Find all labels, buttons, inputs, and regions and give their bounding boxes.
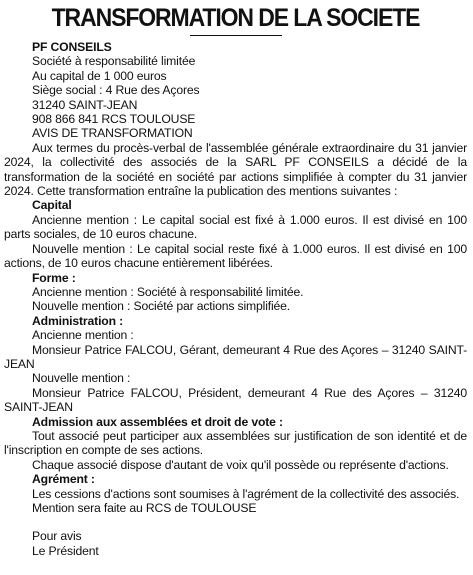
rcs-number: 908 866 841 RCS TOULOUSE <box>32 112 196 127</box>
closing-signature: Le Président <box>32 543 99 558</box>
administration-old-label: Ancienne mention : <box>32 328 134 343</box>
administration-new-mention: Monsieur Patrice FALCOU, Président, demeurant 4 Rue des Açores – 31240 SAINT-JEAN <box>4 385 467 415</box>
admission-paragraph-1: Tout associé peut participer aux assemblées sur justification de son identité et de l'inscription en compte de ses actions. <box>4 428 467 458</box>
notice-subtitle: AVIS DE TRANSFORMATION <box>32 126 193 141</box>
forme-old-mention: Ancienne mention : Société à responsabilité limitée. <box>32 284 304 299</box>
legal-form: Société à responsabilité limitée <box>32 54 196 69</box>
administration-old-mention: Monsieur Patrice FALCOU, Gérant, demeurant 4 Rue des Açores – 31240 SAINT-JEAN <box>4 342 467 371</box>
legal-notice <box>0 4 473 575</box>
agrement-heading: Agrément : <box>32 472 95 487</box>
company-name: PF CONSEILS <box>32 40 112 54</box>
notice-body <box>4 40 467 558</box>
closing-line-1: Pour avis <box>32 529 82 544</box>
share-capital: Au capital de 1 000 euros <box>32 68 167 83</box>
agrement-paragraph-1: Les cessions d'actions sont soumises à l'agrément de la collectivité des associés. <box>32 486 460 501</box>
forme-heading: Forme : <box>32 270 76 285</box>
forme-new-mention: Nouvelle mention : Société par actions simplifiée. <box>32 299 291 314</box>
admission-heading: Admission aux assemblées et droit de vote : <box>32 414 283 429</box>
admission-paragraph-2: Chaque associé dispose d'autant de voix qu'il possède ou représente d'actions. <box>32 457 449 472</box>
capital-old-mention: Ancienne mention : Le capital social est fixé à 1.000 euros. Il est divisé en 100 parts sociales, de 10 euros chacune. <box>4 212 467 242</box>
notice-heading: TRANSFORMATION DE LA SOCIETE <box>51 4 420 32</box>
agrement-paragraph-2: Mention sera faite au RCS de TOULOUSE <box>32 501 257 515</box>
administration-new-label: Nouvelle mention : <box>32 371 131 386</box>
intro-paragraph: Aux termes du procès-verbal de l'assemblée générale extraordinaire du 31 janvier 2024, la collectivité des associés de la SARL PF CONSEILS a décidé de la transformation de la société en société par actions simplifiée à compter du 31 janvier 2024. Cette transformation entraîne la publication des mentions suivantes : <box>4 140 467 199</box>
spacer <box>4 515 467 529</box>
capital-heading: Capital <box>32 198 72 213</box>
capital-new-mention: Nouvelle mention : Le capital social reste fixé à 1.000 euros. Il est divisé en 100 actions, de 10 euros chacune entièrement libérées. <box>4 241 467 271</box>
heading-underline <box>190 35 282 36</box>
city: 31240 SAINT-JEAN <box>32 97 138 112</box>
administration-heading: Administration : <box>32 313 124 328</box>
head-office: Siège social : 4 Rue des Açores <box>32 83 200 98</box>
